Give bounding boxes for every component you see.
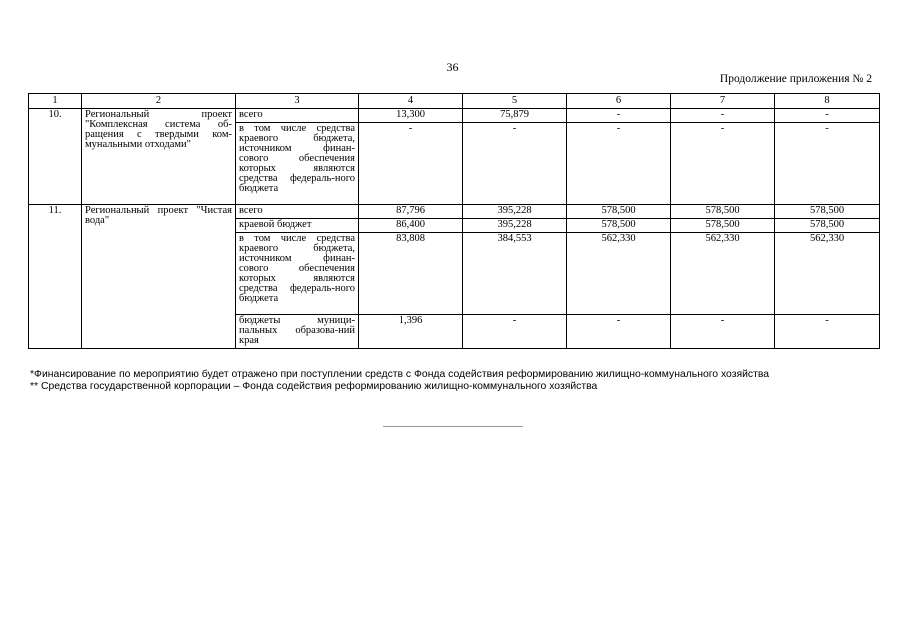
footnote-financing: *Финансирование по мероприятию будет отражено при поступлении средств с Фонда содействия реформированию жилищно-коммунального хозяйства <box>30 369 770 380</box>
value-cell: - <box>671 123 775 205</box>
value-cell: 87,796 <box>359 205 463 219</box>
value-cell: 384,553 <box>463 233 567 315</box>
header-col-4: 4 <box>359 94 463 109</box>
value-cell: - <box>359 123 463 205</box>
value-cell: 86,400 <box>359 219 463 233</box>
header-col-6: 6 <box>567 94 671 109</box>
header-col-3: 3 <box>236 94 359 109</box>
table-row <box>29 205 880 219</box>
project-number: 11. <box>29 205 82 349</box>
header-col-7: 7 <box>671 94 775 109</box>
value-cell: 13,300 <box>359 109 463 123</box>
value-cell: 578,500 <box>671 219 775 233</box>
value-cell: - <box>775 109 880 123</box>
value-cell: 562,330 <box>567 233 671 315</box>
value-cell: 578,500 <box>567 205 671 219</box>
value-cell: 562,330 <box>775 233 880 315</box>
value-cell: 578,500 <box>671 205 775 219</box>
table-row <box>29 109 880 123</box>
project-number: 10. <box>29 109 82 205</box>
value-cell: - <box>463 123 567 205</box>
header-col-8: 8 <box>775 94 880 109</box>
header-col-2: 2 <box>82 94 236 109</box>
value-cell: 75,879 <box>463 109 567 123</box>
project-name: Региональный проект "Комплексная система об-ращения с твердыми ком-мунальными отходами" <box>82 109 236 205</box>
value-cell: - <box>775 315 880 349</box>
header-col-1: 1 <box>29 94 82 109</box>
value-cell: 395,228 <box>463 219 567 233</box>
value-cell: 578,500 <box>775 205 880 219</box>
funding-source: бюджеты муници-пальных образова-ний края <box>236 315 359 349</box>
funding-source: в том числе средства краевого бюджета, источником финан-сового обеспечения которых являются средства федераль-ного бюджета <box>236 233 359 315</box>
funding-source: всего <box>236 109 359 123</box>
continuation-label: Продолжение приложения № 2 <box>719 73 872 85</box>
footnote-fund: ** Средства государственной корпорации – Фонда содействия реформированию жилищно-коммунального хозяйства <box>30 381 598 392</box>
funding-source: всего <box>236 205 359 219</box>
value-cell: - <box>775 123 880 205</box>
funding-source: краевой бюджет <box>236 219 359 233</box>
value-cell: 1,396 <box>359 315 463 349</box>
footnotes <box>30 369 890 393</box>
value-cell: 395,228 <box>463 205 567 219</box>
value-cell: - <box>671 109 775 123</box>
value-cell: 578,500 <box>775 219 880 233</box>
value-cell: - <box>567 109 671 123</box>
value-cell: 578,500 <box>567 219 671 233</box>
page-number: 36 <box>446 60 459 74</box>
budget-table <box>28 93 880 349</box>
project-name: Региональный проект "Чистая вода" <box>82 205 236 349</box>
funding-source: в том числе средства краевого бюджета, источником финан-сового обеспечения которых являются средства федераль-ного бюджета <box>236 123 359 205</box>
value-cell: - <box>463 315 567 349</box>
value-cell: 83,808 <box>359 233 463 315</box>
table-header-row <box>29 94 880 109</box>
value-cell: - <box>567 315 671 349</box>
value-cell: - <box>671 315 775 349</box>
value-cell: 562,330 <box>671 233 775 315</box>
header-col-5: 5 <box>463 94 567 109</box>
end-divider <box>383 426 523 427</box>
value-cell: - <box>567 123 671 205</box>
